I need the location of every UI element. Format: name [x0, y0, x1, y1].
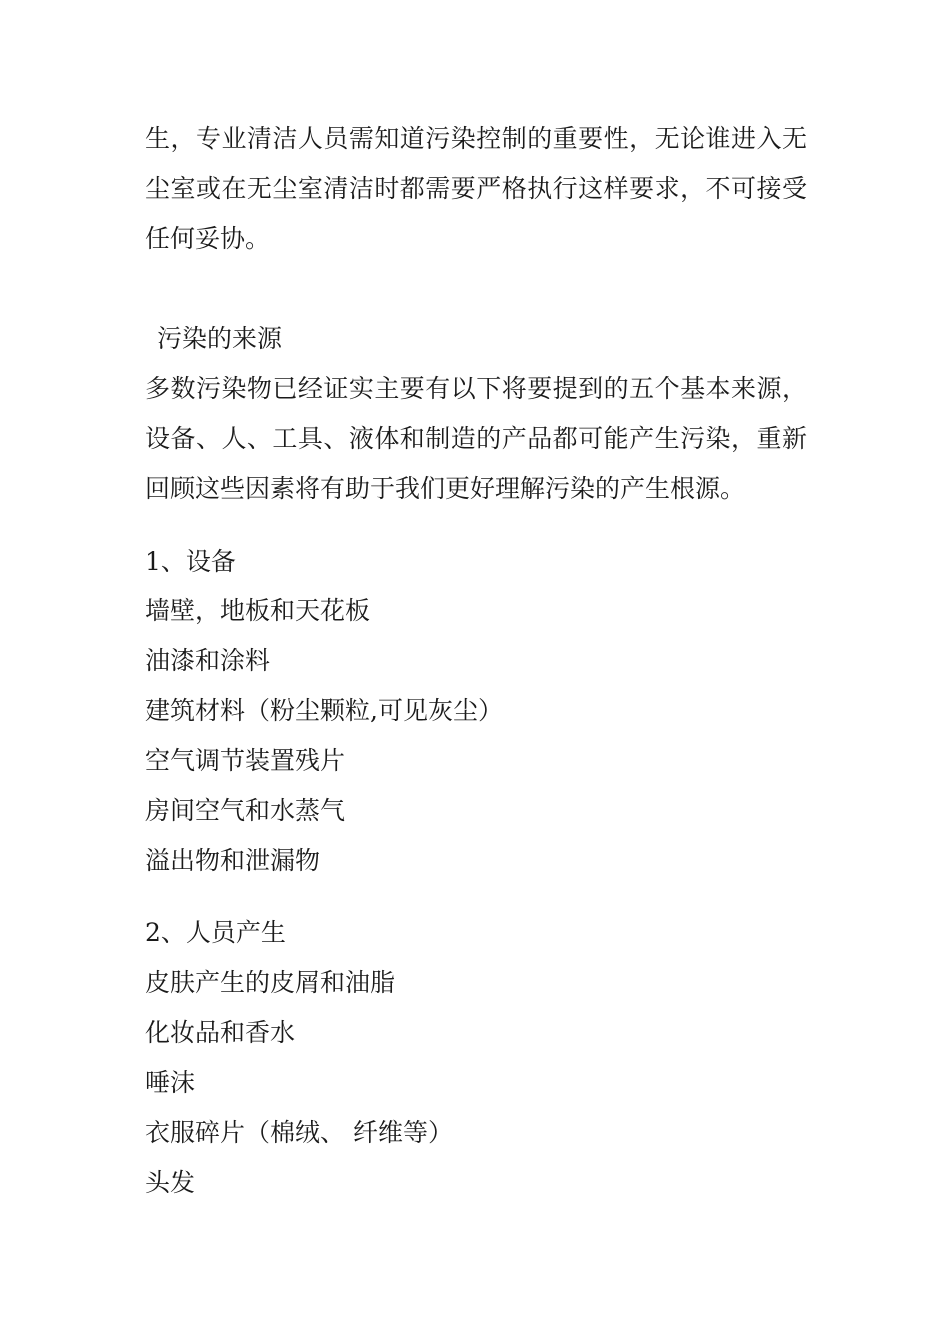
section-line-3: 回顾这些因素将有助于我们更好理解污染的产生根源。 [145, 474, 746, 503]
list2-item: 衣服碎片（棉绒、 纤维等） [145, 1118, 453, 1147]
list1-title: 1、设备 [145, 547, 236, 576]
intro-line-3: 任何妥协。 [145, 224, 271, 253]
section-line-1: 多数污染物已经证实主要有以下将要提到的五个基本来源， [145, 374, 807, 403]
intro-line-1: 生，专业清洁人员需知道污染控制的重要性，无论谁进入无 [145, 124, 807, 153]
list1-item: 建筑材料（粉尘颗粒,可见灰尘） [145, 696, 503, 725]
section-heading: 污染的来源 [157, 324, 283, 353]
list1-item: 房间空气和水蒸气 [145, 796, 346, 825]
list1-item: 空气调节装置残片 [145, 746, 346, 775]
list2-item: 皮肤产生的皮屑和油脂 [145, 968, 396, 997]
list1-item: 溢出物和泄漏物 [145, 846, 321, 875]
section-line-2: 设备、人、工具、液体和制造的产品都可能产生污染，重新 [145, 424, 807, 453]
list1-item: 油漆和涂料 [145, 646, 271, 675]
list2-title: 2、人员产生 [145, 918, 286, 947]
list2-item: 化妆品和香水 [145, 1018, 296, 1047]
list1-item: 墙壁，地板和天花板 [145, 596, 371, 625]
intro-line-2: 尘室或在无尘室清洁时都需要严格执行这样要求，不可接受 [145, 174, 807, 203]
list2-item: 头发 [145, 1168, 196, 1197]
list2-item: 唾沫 [145, 1068, 196, 1097]
